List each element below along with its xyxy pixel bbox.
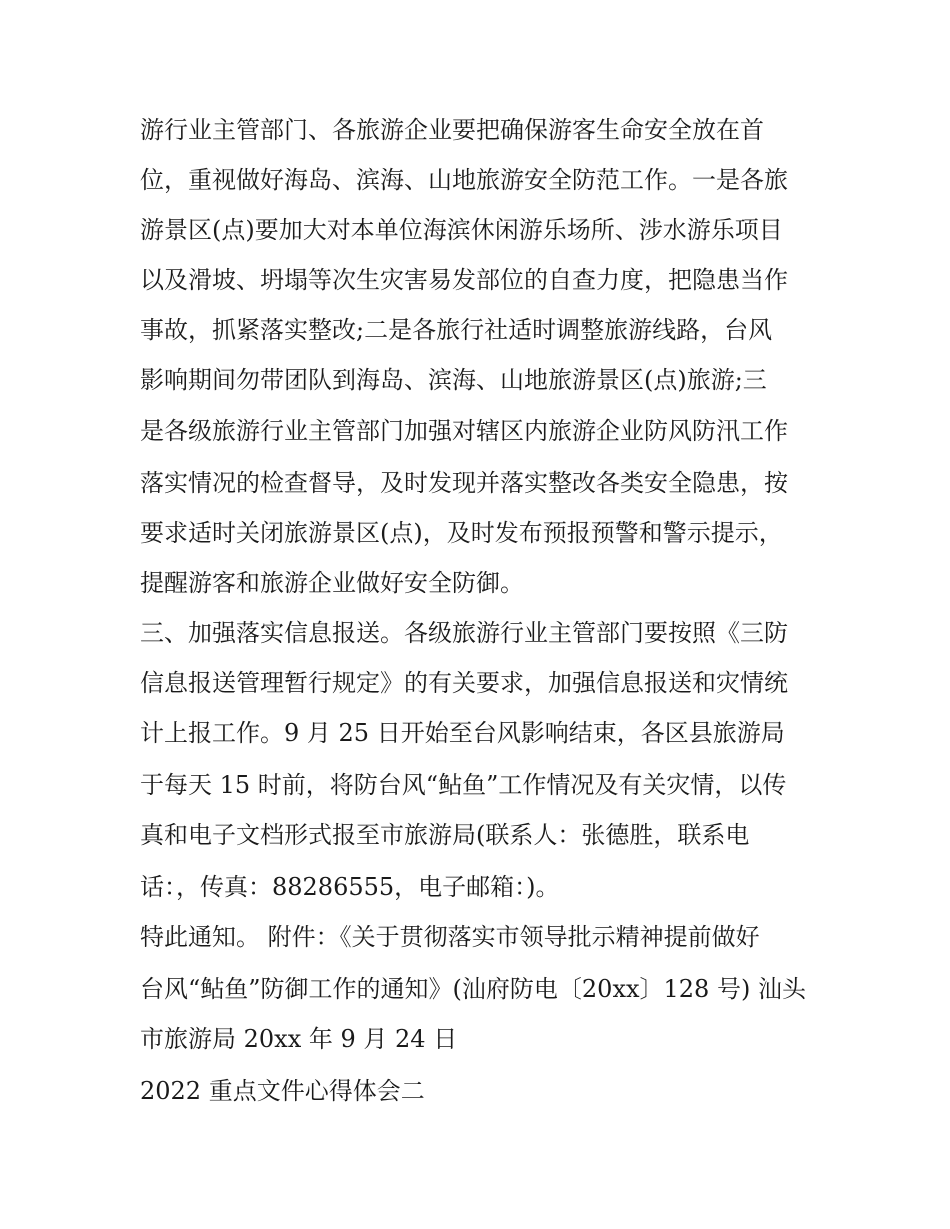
text-line: 特此通知。 附件：《关于贯彻落实市领导批示精神提前做好 — [140, 923, 760, 951]
text-line: 市旅游局 20xx 年 9 月 24 日 — [140, 1025, 458, 1053]
text-line: 以及滑坡、坍塌等次生灾害易发部位的自查力度，把隐患当作 — [140, 266, 788, 294]
text-line: 要求适时关闭旅游景区(点)，及时发布预报预警和警示提示， — [140, 519, 783, 547]
text-line: 游景区(点)要加大对本单位海滨休闲游乐场所、涉水游乐项目 — [140, 216, 783, 244]
section-title-line: 2022 重点文件心得体会二 — [140, 1077, 425, 1105]
text-line: 落实情况的检查督导，及时发现并落实整改各类安全隐患，按 — [140, 469, 788, 497]
text-line: 位，重视做好海岛、滨海、山地旅游安全防范工作。一是各旅 — [140, 166, 788, 194]
text-line: 影响期间勿带团队到海岛、滨海、山地旅游景区(点)旅游;三 — [140, 366, 767, 394]
text-line: 是各级旅游行业主管部门加强对辖区内旅游企业防风防汛工作 — [140, 417, 788, 445]
text-line: 游行业主管部门、各旅游企业要把确保游客生命安全放在首 — [140, 116, 764, 144]
text-line: 台风“鲇鱼”防御工作的通知》(汕府防电〔20xx〕128 号) 汕头 — [140, 975, 806, 1003]
text-line: 提醒游客和旅游企业做好安全防御。 — [140, 569, 524, 597]
text-line: 真和电子文档形式报至市旅游局(联系人：张德胜，联系电 — [140, 821, 750, 849]
text-line: 于每天 15 时前，将防台风“鲇鱼”工作情况及有关灾情，以传 — [140, 771, 787, 799]
text-line: 话：，传真：88286555，电子邮箱：)。 — [140, 873, 560, 901]
text-line: 事故，抓紧落实整改;二是各旅行社适时调整旅游线路，台风 — [140, 316, 773, 344]
text-line: 信息报送管理暂行规定》的有关要求，加强信息报送和灾情统 — [140, 669, 788, 697]
text-line: 计上报工作。9 月 25 日开始至台风影响结束，各区县旅游局 — [140, 719, 785, 747]
section-heading-line: 三、加强落实信息报送。各级旅游行业主管部门要按照《三防 — [140, 619, 788, 647]
